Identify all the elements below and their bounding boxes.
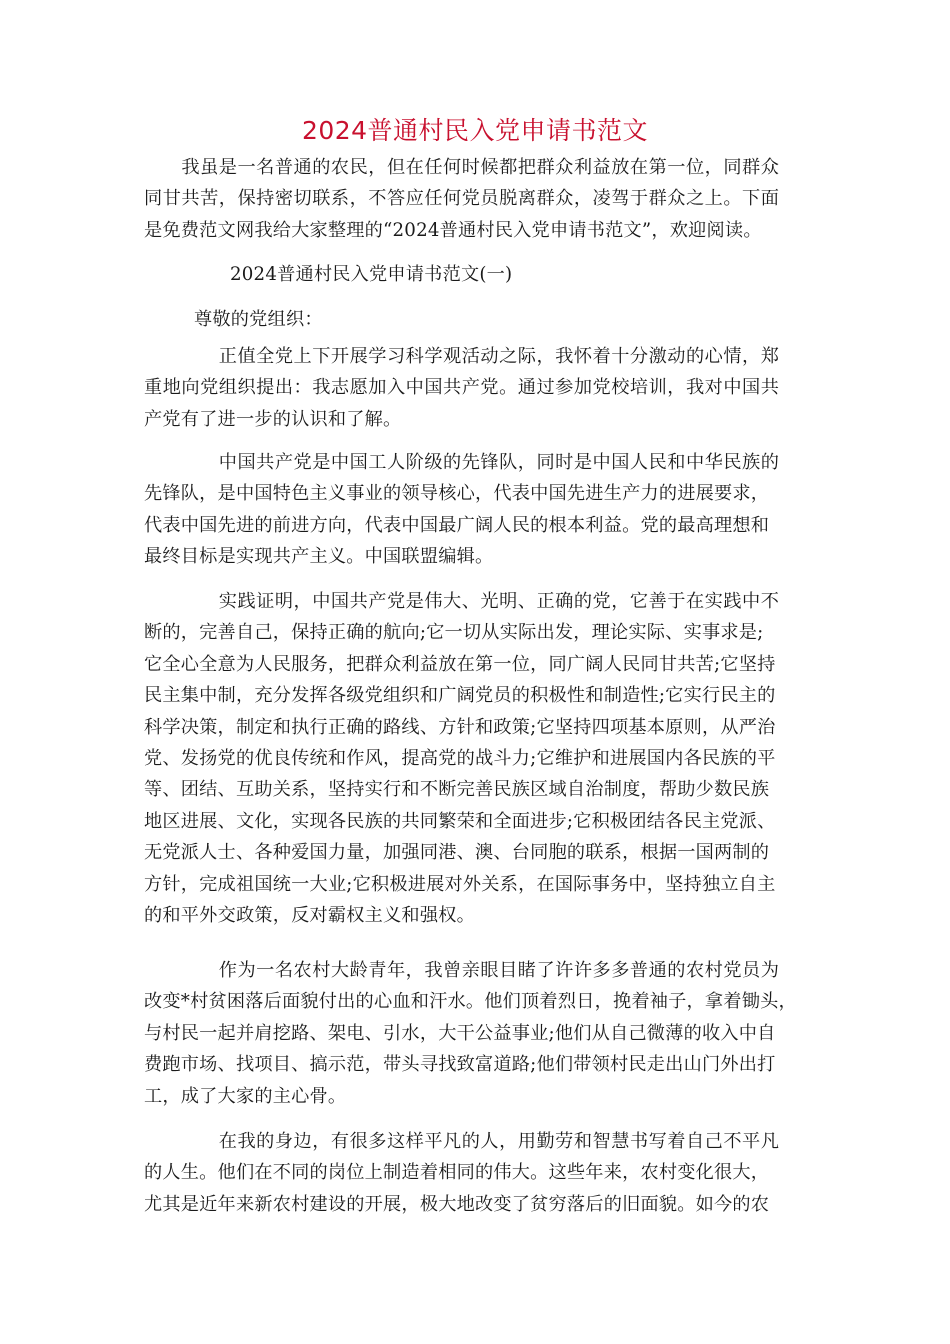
text-line: 断的，完善自己，保持正确的航向;它一切从实际出发，理论实际、实事求是; xyxy=(144,622,764,644)
text-line: 方针，完成祖国统一大业;它积极进展对外关系，在国际事务中，坚持独立自主 xyxy=(144,873,776,895)
body-paragraph xyxy=(144,341,812,435)
text-line: 是免费范文网我给大家整理的“2024普通村民入党申请书范文”，欢迎阅读。 xyxy=(144,219,762,241)
text-line: 代表中国先进的前进方向，代表中国最广阔人民的根本利益。党的最高理想和 xyxy=(144,514,770,536)
text-line: 地区进展、文化，实现各民族的共同繁荣和全面进步;它积极团结各民主党派、 xyxy=(144,810,776,832)
text-line: 产党有了进一步的认识和了解。 xyxy=(144,408,402,430)
text-line: 中国共产党是中国工人阶级的先锋队，同时是中国人民和中华民族的 xyxy=(144,452,780,473)
body-paragraph xyxy=(144,447,812,573)
text-line: 同甘共苦，保持密切联系，不答应任何党员脱离群众，凌驾于群众之上。下面 xyxy=(144,188,780,210)
text-line: 工，成了大家的主心骨。 xyxy=(144,1085,347,1107)
intro-paragraph xyxy=(144,152,812,246)
section-heading: 2024普通村民入党申请书范文(一) xyxy=(230,264,513,285)
body-paragraph xyxy=(144,586,812,931)
text-line: 正值全党上下开展学习科学观活动之际，我怀着十分激动的心情，郑 xyxy=(144,346,780,367)
text-line: 先锋队，是中国特色主义事业的领导核心，代表中国先进生产力的进展要求， xyxy=(144,483,770,505)
text-line: 的人生。他们在不同的岗位上制造着相同的伟大。这些年来，农村变化很大， xyxy=(144,1162,770,1184)
body-paragraph xyxy=(144,955,812,1112)
text-line: 它全心全意为人民服务，把群众利益放在第一位，同广阔人民同甘共苦;它坚持 xyxy=(144,653,776,675)
text-line: 重地向党组织提出：我志愿加入中国共产党。通过参加党校培训，我对中国共 xyxy=(144,377,780,399)
text-line: 在我的身边，有很多这样平凡的人，用勤劳和智慧书写着自己不平凡 xyxy=(144,1131,780,1152)
text-line: 改变*村贫困落后面貌付出的心血和汗水。他们顶着烈日，挽着袖子，拿着锄头， xyxy=(144,991,797,1013)
salutation: 尊敬的党组织： xyxy=(194,309,323,330)
text-line: 实践证明，中国共产党是伟大、光明、正确的党，它善于在实践中不 xyxy=(144,591,780,612)
text-line: 等、团结、互助关系，坚持实行和不断完善民族区域自治制度，帮助少数民族 xyxy=(144,779,770,801)
text-line: 党、发扬党的优良传统和作风，提高党的战斗力;它维护和进展国内各民族的平 xyxy=(144,747,776,769)
text-line: 作为一名农村大龄青年，我曾亲眼目睹了许许多多普通的农村党员为 xyxy=(144,960,780,981)
text-line: 科学决策，制定和执行正确的路线、方针和政策;它坚持四项基本原则，从严治 xyxy=(144,716,776,738)
text-line: 与村民一起并肩挖路、架电、引水，大干公益事业;他们从自己微薄的收入中自 xyxy=(144,1022,776,1044)
text-line: 我虽是一名普通的农民，但在任何时候都把群众利益放在第一位，同群众 xyxy=(144,157,780,178)
text-line: 无党派人士、各种爱国力量，加强同港、澳、台同胞的联系，根据一国两制的 xyxy=(144,842,770,864)
text-line: 费跑市场、找项目、搞示范，带头寻找致富道路;他们带领村民走出山门外出打 xyxy=(144,1054,776,1076)
text-line: 最终目标是实现共产主义。中国联盟编辑。 xyxy=(144,546,494,568)
document-title: 2024普通村民入党申请书范文 xyxy=(301,116,649,145)
body-paragraph xyxy=(144,1126,812,1220)
text-line: 尤其是近年来新农村建设的开展，极大地改变了贫穷落后的旧面貌。如今的农 xyxy=(144,1193,770,1215)
text-line: 的和平外交政策，反对霸权主义和强权。 xyxy=(144,904,475,926)
text-line: 民主集中制，充分发挥各级党组织和广阔党员的积极性和制造性;它实行民主的 xyxy=(144,685,776,707)
